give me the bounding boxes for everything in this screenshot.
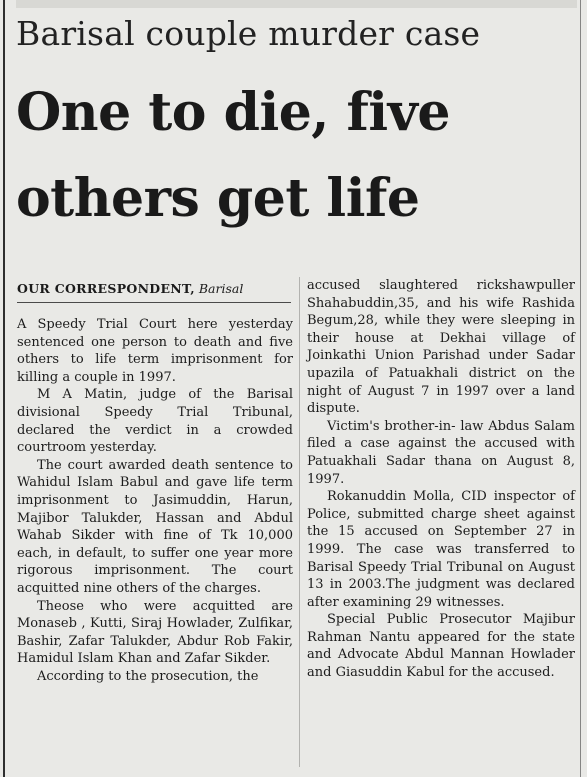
article-column-2 [307,277,575,682]
paragraph: Special Public Prosecutor Majibur Rahman Nantu appeared for the state and Advocate Abdul Mannan Howlader and Giasuddin Kabul for the accused. [307,612,575,681]
paragraph: Theose who were acquitted are Monaseb , Kutti, Siraj Howlader, Zulfikar, Bashir, Zafar Talukder, Abdur Rob Fakir, Hamidul Islam Khan and Zafar Sikder. [17,598,293,667]
paragraph: The court awarded death sentence to Wahidul Islam Babul and gave life term imprisonment to Jasimuddin, Harun, Majibor Talukder, Hassan and Abdul Wahab Sikder with fine of Tk 10,000 each, in default, to suffer one year more rigorous imprisonment. The court acquitted nine others of the charges. [17,457,293,596]
paragraph: accused slaughtered rickshawpuller Shahabuddin,35, and his wife Rashida Begum,28, while they were sleeping in their house at Dekhai village of Joinkathi Union Parishad under Sadar upazila of Patuakhali district on the night of August 7 in 1997 over a land dispute. [307,278,575,417]
article-column-1 [17,316,293,685]
byline-place: Barisal [198,281,244,296]
left-column-rule [3,0,5,777]
headline-line-2: others get life [16,168,420,229]
paragraph: Rokanuddin Molla, CID inspector of Police, submitted charge sheet against the 15 accused on September 27 in 1999. The case was transferred to Barisal Speedy Trial Tribunal on August 13 in 2003.The judgment was declared after examining 29 witnesses. [307,489,575,610]
paragraph: A Speedy Trial Court here yesterday sentenced one person to death and five others to life term imprisonment for killing a couple in 1997. [17,317,293,385]
adjacent-page-bleed [16,0,577,8]
headline [16,70,581,242]
byline-rule [17,302,291,303]
paragraph: Victim's brother-in- law Abdus Salam filed a case against the accused with Patuakhali Sadar thana on August 8, 1997. [307,418,575,487]
byline [17,281,243,297]
byline-name: OUR CORRESPONDENT, [17,281,195,296]
column-divider [299,277,300,767]
headline-line-1: One to die, five [16,82,450,143]
paragraph: According to the prosecution, the [37,668,259,684]
kicker: Barisal couple murder case [16,14,481,53]
paragraph: M A Matin, judge of the Barisal divisional Speedy Trial Tribunal, declared the verdict in a crowded courtroom yesterday. [17,387,293,456]
